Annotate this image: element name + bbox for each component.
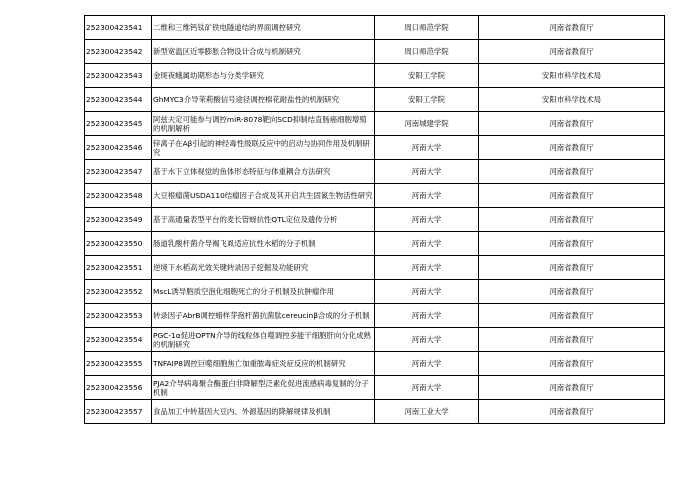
host-institution: 安阳工学院 xyxy=(375,88,479,112)
table-row xyxy=(85,184,665,208)
table-row xyxy=(85,352,665,376)
recommending-department: 河南省教育厅 xyxy=(479,400,665,424)
recommending-department: 安阳市科学技术局 xyxy=(479,64,665,88)
project-title: 金斑夜蛾属幼期形态与分类学研究 xyxy=(152,64,375,88)
project-title: 肠道乳酸杆菌介导褐飞虱适应抗性水稻的分子机制 xyxy=(152,232,375,256)
project-title: 转录因子AbrB调控蜡样芽孢杆菌抗菌肽cereucinβ合成的分子机制 xyxy=(152,304,375,328)
recommending-department: 河南省教育厅 xyxy=(479,40,665,64)
project-title: 基于高通量表型平台的麦长管蚜抗性QTL定位及遗传分析 xyxy=(152,208,375,232)
host-institution: 河南大学 xyxy=(375,232,479,256)
recommending-department: 河南省教育厅 xyxy=(479,16,665,40)
project-id: 252300423550 xyxy=(85,232,152,256)
project-id: 252300423552 xyxy=(85,280,152,304)
host-institution: 河南大学 xyxy=(375,256,479,280)
table-row xyxy=(85,16,665,40)
host-institution: 河南大学 xyxy=(375,352,479,376)
table-row xyxy=(85,208,665,232)
table-row xyxy=(85,40,665,64)
recommending-department: 河南省教育厅 xyxy=(479,376,665,400)
table-row xyxy=(85,400,665,424)
table-row xyxy=(85,112,665,136)
project-title: 阿兹夫定可能参与调控miR-8078靶向SCD抑制结直肠癌细胞增殖的机制解析 xyxy=(152,112,375,136)
project-title: GhMYC3介导茉莉酸信号途径调控棉花耐盐性的机制研究 xyxy=(152,88,375,112)
recommending-department: 河南省教育厅 xyxy=(479,256,665,280)
recommending-department: 河南省教育厅 xyxy=(479,304,665,328)
project-title: PGC-1α促进OPTN介导的线粒体自噬调控多能干细胞肝向分化成熟的机制研究 xyxy=(152,328,375,352)
table-row xyxy=(85,280,665,304)
recommending-department: 河南省教育厅 xyxy=(479,352,665,376)
project-title: 大豆根瘤菌USDA110结瘤因子合成及其开启共生固氮生物活性研究 xyxy=(152,184,375,208)
recommending-department: 安阳市科学技术局 xyxy=(479,88,665,112)
project-id: 252300423543 xyxy=(85,64,152,88)
project-id: 252300423545 xyxy=(85,112,152,136)
project-id: 252300423541 xyxy=(85,16,152,40)
host-institution: 河南城建学院 xyxy=(375,112,479,136)
host-institution: 河南大学 xyxy=(375,136,479,160)
project-title: 新型宽温区近零膨胀合物设计合成与机制研究 xyxy=(152,40,375,64)
project-title: TNFAIP8调控巨噬细胞焦亡加重脓毒症炎症反应的机制研究 xyxy=(152,352,375,376)
recommending-department: 河南省教育厅 xyxy=(479,280,665,304)
project-title: MscL诱导胞质空泡化细胞死亡的分子机制及抗肿瘤作用 xyxy=(152,280,375,304)
project-title: PJA2介导病毒聚合酶蛋白非降解型泛素化促进流感病毒复制的分子机制 xyxy=(152,376,375,400)
table-row xyxy=(85,160,665,184)
host-institution: 河南大学 xyxy=(375,184,479,208)
project-id: 252300423554 xyxy=(85,328,152,352)
recommending-department: 河南省教育厅 xyxy=(479,184,665,208)
recommending-department: 河南省教育厅 xyxy=(479,208,665,232)
table-row xyxy=(85,304,665,328)
host-institution: 河南大学 xyxy=(375,304,479,328)
host-institution: 河南大学 xyxy=(375,376,479,400)
recommending-department: 河南省教育厅 xyxy=(479,160,665,184)
host-institution: 周口师范学院 xyxy=(375,40,479,64)
project-id: 252300423542 xyxy=(85,40,152,64)
project-id: 252300423551 xyxy=(85,256,152,280)
project-id: 252300423547 xyxy=(85,160,152,184)
host-institution: 河南大学 xyxy=(375,280,479,304)
project-title: 食品加工中转基因大豆内、外源基因的降解规律及机制 xyxy=(152,400,375,424)
host-institution: 河南工业大学 xyxy=(375,400,479,424)
table-row xyxy=(85,256,665,280)
project-id: 252300423553 xyxy=(85,304,152,328)
project-title: 锌离子在Aβ引起的神经毒性级联反应中的启动与协同作用及机制研究 xyxy=(152,136,375,160)
table-row xyxy=(85,328,665,352)
project-title: 逆境下水稻高光效关键转录因子挖掘及功能研究 xyxy=(152,256,375,280)
project-title: 二维和三维钙钛矿铁电隧道结的界面调控研究 xyxy=(152,16,375,40)
table-row xyxy=(85,232,665,256)
table-row xyxy=(85,88,665,112)
host-institution: 河南大学 xyxy=(375,328,479,352)
projects-table xyxy=(84,15,665,424)
table-row xyxy=(85,136,665,160)
table-row xyxy=(85,64,665,88)
project-id: 252300423556 xyxy=(85,376,152,400)
project-id: 252300423549 xyxy=(85,208,152,232)
recommending-department: 河南省教育厅 xyxy=(479,136,665,160)
project-id: 252300423555 xyxy=(85,352,152,376)
host-institution: 河南大学 xyxy=(375,208,479,232)
recommending-department: 河南省教育厅 xyxy=(479,112,665,136)
recommending-department: 河南省教育厅 xyxy=(479,328,665,352)
recommending-department: 河南省教育厅 xyxy=(479,232,665,256)
table-row xyxy=(85,376,665,400)
project-id: 252300423546 xyxy=(85,136,152,160)
host-institution: 安阳工学院 xyxy=(375,64,479,88)
project-title: 基于水下立体视觉的鱼体形态特征与体重耦合方法研究 xyxy=(152,160,375,184)
project-id: 252300423557 xyxy=(85,400,152,424)
project-id: 252300423548 xyxy=(85,184,152,208)
project-id: 252300423544 xyxy=(85,88,152,112)
host-institution: 周口师范学院 xyxy=(375,16,479,40)
host-institution: 河南大学 xyxy=(375,160,479,184)
